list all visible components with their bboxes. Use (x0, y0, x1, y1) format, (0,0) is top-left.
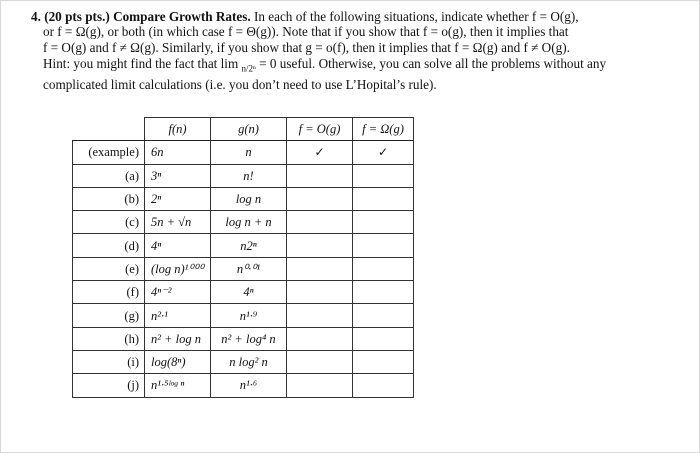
cell-big-o[interactable] (287, 234, 353, 257)
table-row (73, 327, 414, 350)
cell-big-o[interactable] (287, 304, 353, 327)
hint-fraction: n/2ⁿ (241, 63, 256, 74)
cell-fn: n²·¹ (145, 304, 211, 327)
problem-number: 4. (31, 9, 41, 24)
table-row (73, 234, 414, 257)
header-fn: f(n) (145, 118, 211, 141)
table-row (73, 350, 414, 373)
cell-fn: log(8ⁿ) (145, 350, 211, 373)
row-label: (c) (73, 211, 145, 234)
problem-line-2 (31, 24, 663, 39)
cell-gn: n⁰·⁰¹ (211, 257, 287, 280)
cell-fn: (log n)¹⁰⁰⁰ (145, 257, 211, 280)
cell-fn: 6n (145, 141, 211, 164)
table-body (73, 141, 414, 397)
cell-fn: 5n + √n (145, 211, 211, 234)
cell-big-omega[interactable] (353, 350, 414, 373)
cell-fn: 4ⁿ⁻² (145, 281, 211, 304)
cell-big-o[interactable] (287, 327, 353, 350)
header-big-omega: f = Ω(g) (353, 118, 414, 141)
cell-fn: 2ⁿ (145, 187, 211, 210)
row-label: (a) (73, 164, 145, 187)
table-header-row (73, 118, 414, 141)
cell-big-o[interactable] (287, 281, 353, 304)
cell-fn: n¹·⁵ˡᵒᵍ ⁿ (145, 374, 211, 397)
problem-points: (20 pts pts.) (44, 9, 110, 24)
table-row (73, 374, 414, 397)
cell-big-o[interactable]: ✓ (287, 141, 353, 164)
header-gn: g(n) (211, 118, 287, 141)
row-label: (h) (73, 327, 145, 350)
cell-gn: n2ⁿ (211, 234, 287, 257)
cell-fn: n² + log n (145, 327, 211, 350)
table-row (73, 257, 414, 280)
problem-text-1: In each of the following situations, indicate whether f = O(g), (253, 9, 579, 24)
problem-line-3 (31, 40, 663, 55)
cell-gn: n² + log⁴ n (211, 327, 287, 350)
table-row (73, 281, 414, 304)
cell-big-omega[interactable] (353, 234, 414, 257)
table-row (73, 211, 414, 234)
cell-gn: n log² n (211, 350, 287, 373)
row-label: (j) (73, 374, 145, 397)
table-row (73, 304, 414, 327)
cell-big-o[interactable] (287, 257, 353, 280)
cell-big-omega[interactable] (353, 281, 414, 304)
cell-big-omega[interactable] (353, 164, 414, 187)
cell-gn: n¹·⁹ (211, 304, 287, 327)
row-label: (f) (73, 281, 145, 304)
cell-big-o[interactable] (287, 350, 353, 373)
hint-rest: = 0 useful. Otherwise, you can solve all the problems without any (259, 56, 607, 72)
cell-big-omega[interactable] (353, 187, 414, 210)
cell-big-omega[interactable] (353, 327, 414, 350)
header-big-o: f = O(g) (287, 118, 353, 141)
row-label: (g) (73, 304, 145, 327)
row-label: (i) (73, 350, 145, 373)
cell-big-o[interactable] (287, 164, 353, 187)
table-row (73, 164, 414, 187)
cell-gn: 4ⁿ (211, 281, 287, 304)
cell-big-omega[interactable] (353, 211, 414, 234)
cell-gn: log n + n (211, 211, 287, 234)
cell-big-omega[interactable]: ✓ (353, 141, 414, 164)
table-corner (73, 118, 145, 141)
hint-line-2 (31, 77, 663, 92)
problem-title: Compare Growth Rates. (113, 9, 251, 24)
cell-gn: n! (211, 164, 287, 187)
cell-big-o[interactable] (287, 187, 353, 210)
problem-text-3: f = O(g) and f ≠ Ω(g). Similarly, if you show that g = o(f), then it implies that f = Ω(g) and f ≠ O(g). (43, 39, 570, 55)
row-label: (example) (73, 141, 145, 164)
cell-big-o[interactable] (287, 211, 353, 234)
hint-line-1 (31, 56, 663, 77)
problem-text-2: or f = Ω(g), or both (in which case f = Θ(g)). Note that if you show that f = o(g), then it implies that (43, 24, 569, 40)
cell-fn: 4ⁿ (145, 234, 211, 257)
cell-big-o[interactable] (287, 374, 353, 397)
table-row (73, 187, 414, 210)
table-row (73, 141, 414, 164)
growth-rate-table (72, 117, 414, 398)
hint-text-2: complicated limit calculations (i.e. you don’t need to use L’Hopital’s rule). (43, 77, 437, 93)
row-label: (e) (73, 257, 145, 280)
cell-big-omega[interactable] (353, 257, 414, 280)
hint-lead: Hint: you might find the fact that lim (43, 56, 239, 72)
cell-gn: n¹·⁶ (211, 374, 287, 397)
cell-fn: 3ⁿ (145, 164, 211, 187)
row-label: (b) (73, 187, 145, 210)
cell-gn: log n (211, 187, 287, 210)
row-label: (d) (73, 234, 145, 257)
problem-statement (31, 9, 663, 93)
cell-big-omega[interactable] (353, 374, 414, 397)
cell-big-omega[interactable] (353, 304, 414, 327)
problem-line-1 (31, 9, 663, 24)
cell-gn: n (211, 141, 287, 164)
